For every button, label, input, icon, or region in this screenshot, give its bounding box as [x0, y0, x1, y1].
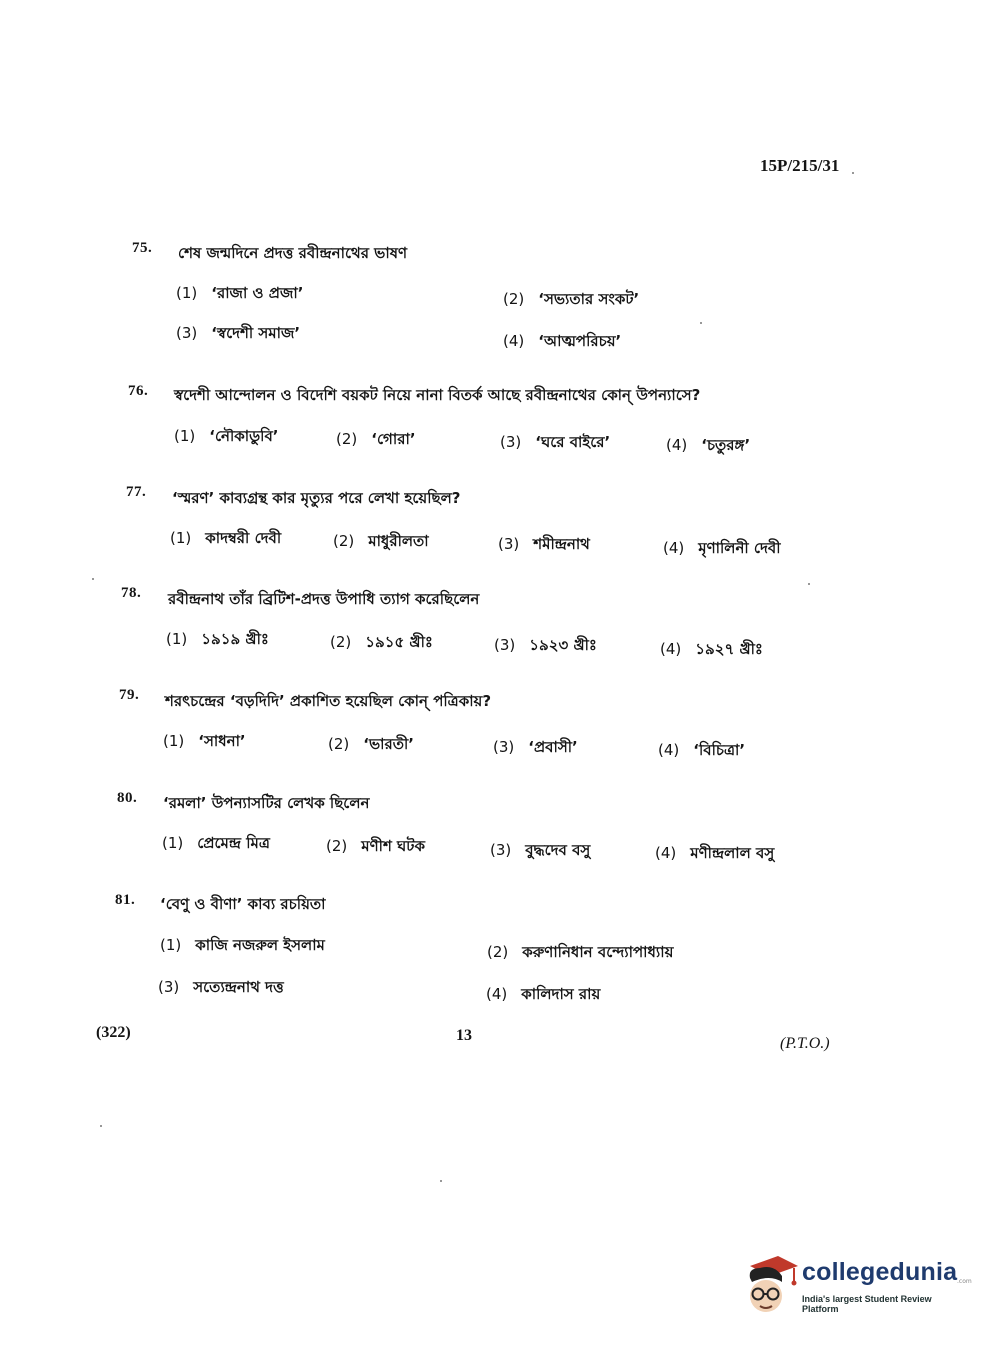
option-number: (4): [655, 844, 677, 862]
pto-label: (P.T.O.): [780, 1035, 830, 1052]
option-text: কালিদাস রায়: [521, 985, 601, 1003]
option-number: (1): [160, 936, 182, 954]
logo-tagline: India's largest Student Review Platform: [802, 1294, 932, 1314]
option-number: (2): [330, 633, 352, 651]
logo-wordmark: collegedunia: [802, 1258, 958, 1286]
question-number: 79.: [119, 687, 140, 703]
logo-domain: .com: [957, 1278, 972, 1285]
question-number: 78.: [121, 585, 142, 601]
question-number: 80.: [117, 790, 138, 806]
question-text: শরৎচন্দ্রের ‘বড়দিদি’ প্রকাশিত হয়েছিল কোন্ পত্রিকায়?: [165, 692, 492, 710]
option-number: (1): [176, 284, 198, 302]
option-text: ১৯২৩ খ্রীঃ: [529, 636, 597, 654]
option-3: [498, 533, 590, 558]
option-2: [333, 530, 429, 555]
option-1: [166, 628, 269, 653]
option-1: [176, 282, 303, 307]
option-number: (2): [336, 430, 358, 448]
option-text: ‘বিচিত্রা’: [693, 741, 746, 759]
option-number: (2): [333, 532, 355, 550]
option-4: [655, 842, 774, 867]
question-text: ‘স্মরণ’ কাব্যগ্রন্থ কার মৃত্যুর পরে লেখা হয়েছিল?: [172, 489, 461, 507]
option-text: ‘প্রবাসী’: [528, 738, 578, 756]
question-number: 75.: [132, 240, 153, 256]
option-number: (3): [176, 324, 198, 342]
scan-speck: [440, 1180, 442, 1182]
option-number: (4): [486, 985, 508, 1003]
option-text: ‘চতুরঙ্গ’: [701, 436, 751, 454]
option-1: [174, 425, 279, 450]
scan-speck: [92, 578, 94, 580]
option-number: (4): [660, 640, 682, 658]
option-text: ‘গোরা’: [371, 430, 416, 448]
option-number: (3): [490, 841, 512, 859]
option-1: [170, 527, 281, 552]
question-text: স্বদেশী আন্দোলন ও বিদেশি বয়কট নিয়ে নানা বিতর্ক আছে রবীন্দ্রনাথের কোন্ উপন্যাসে?: [174, 386, 701, 404]
option-text: ‘নৌকাডুবি’: [209, 427, 279, 445]
option-2: [328, 733, 414, 758]
question-text: রবীন্দ্রনাথ তাঁর ব্রিটিশ-প্রদত্ত উপাধি ত্যাগ করেছিলেন: [168, 590, 480, 608]
option-3: [493, 736, 578, 761]
option-4: [658, 739, 745, 764]
scan-speck: [100, 1125, 102, 1127]
option-text: মাধুরীলতা: [368, 532, 429, 550]
option-text: করুণানিধান বন্দ্যোপাধ্যায়: [522, 943, 674, 961]
option-2: [336, 428, 416, 453]
option-number: (3): [494, 636, 516, 654]
option-3: [176, 322, 300, 347]
option-1: [162, 832, 270, 857]
question-text: ‘বেণু ও বীণা’ কাব্য রচয়িতা: [160, 895, 326, 913]
question-number: 81.: [115, 892, 136, 908]
option-text: প্রেমেন্দ্র মিত্র: [197, 834, 270, 852]
option-text: মৃণালিনী দেবী: [698, 539, 781, 557]
question-text: ‘রমলা’ উপন্যাসটির লেখক ছিলেন: [163, 794, 370, 812]
option-number: (1): [163, 732, 185, 750]
option-number: (1): [170, 529, 192, 547]
option-text: ১৯২৭ খ্রীঃ: [695, 640, 763, 658]
option-text: ‘ভারতী’: [363, 735, 414, 753]
option-4: [503, 330, 621, 355]
option-3: [158, 976, 284, 1001]
option-number: (1): [174, 427, 196, 445]
option-text: ১৯১৯ খ্রীঃ: [201, 630, 269, 648]
option-text: মণীন্দ্রলাল বসু: [690, 844, 775, 862]
option-number: (4): [658, 741, 680, 759]
question-number: 77.: [126, 484, 147, 500]
option-number: (4): [663, 539, 685, 557]
scan-speck: [852, 172, 854, 174]
option-number: (2): [503, 290, 525, 308]
option-number: (3): [158, 978, 180, 996]
option-text: ‘ঘরে বাইরে’: [535, 433, 611, 451]
option-number: (3): [500, 433, 522, 451]
option-3: [500, 431, 610, 456]
option-number: (2): [326, 837, 348, 855]
option-1: [160, 934, 325, 959]
option-number: (1): [162, 834, 184, 852]
collegedunia-logo: [740, 1252, 970, 1316]
option-text: কাজি নজরুল ইসলাম: [195, 936, 325, 954]
option-2: [330, 631, 433, 656]
option-3: [494, 634, 597, 659]
option-4: [666, 434, 750, 459]
option-number: (3): [498, 535, 520, 553]
scan-speck: [700, 322, 702, 324]
option-1: [163, 730, 246, 755]
paper-code: 15P/215/31: [760, 156, 840, 175]
option-text: ‘আত্মপরিচয়’: [538, 332, 622, 350]
option-text: সত্যেন্দ্রনাথ দত্ত: [193, 978, 284, 996]
option-4: [486, 983, 600, 1008]
page-number: 13: [456, 1027, 472, 1044]
option-4: [663, 537, 781, 562]
option-2: [326, 835, 425, 860]
option-2: [503, 288, 639, 313]
booklet-code: (322): [96, 1024, 131, 1041]
logo-mascot-icon: [740, 1252, 800, 1316]
option-2: [487, 941, 673, 966]
option-number: (4): [503, 332, 525, 350]
question-number: 76.: [128, 383, 149, 399]
option-text: কাদম্বরী দেবী: [205, 529, 282, 547]
option-text: ‘রাজা ও প্রজা’: [211, 284, 304, 302]
option-number: (1): [166, 630, 188, 648]
option-text: মণীশ ঘটক: [361, 837, 425, 855]
scan-speck: [808, 583, 810, 585]
option-text: ‘স্বদেশী সমাজ’: [211, 324, 301, 342]
option-3: [490, 839, 590, 864]
option-number: (2): [328, 735, 350, 753]
option-4: [660, 638, 763, 663]
option-number: (3): [493, 738, 515, 756]
option-text: ১৯১৫ খ্রীঃ: [365, 633, 433, 651]
option-text: শমীন্দ্রনাথ: [533, 535, 590, 553]
option-number: (4): [666, 436, 688, 454]
option-text: ‘সাধনা’: [198, 732, 246, 750]
question-text: শেষ জন্মদিনে প্রদত্ত রবীন্দ্রনাথের ভাষণ: [178, 244, 408, 262]
option-text: বুদ্ধদেব বসু: [525, 841, 591, 859]
option-number: (2): [487, 943, 509, 961]
option-text: ‘সভ্যতার সংকট’: [538, 290, 640, 308]
